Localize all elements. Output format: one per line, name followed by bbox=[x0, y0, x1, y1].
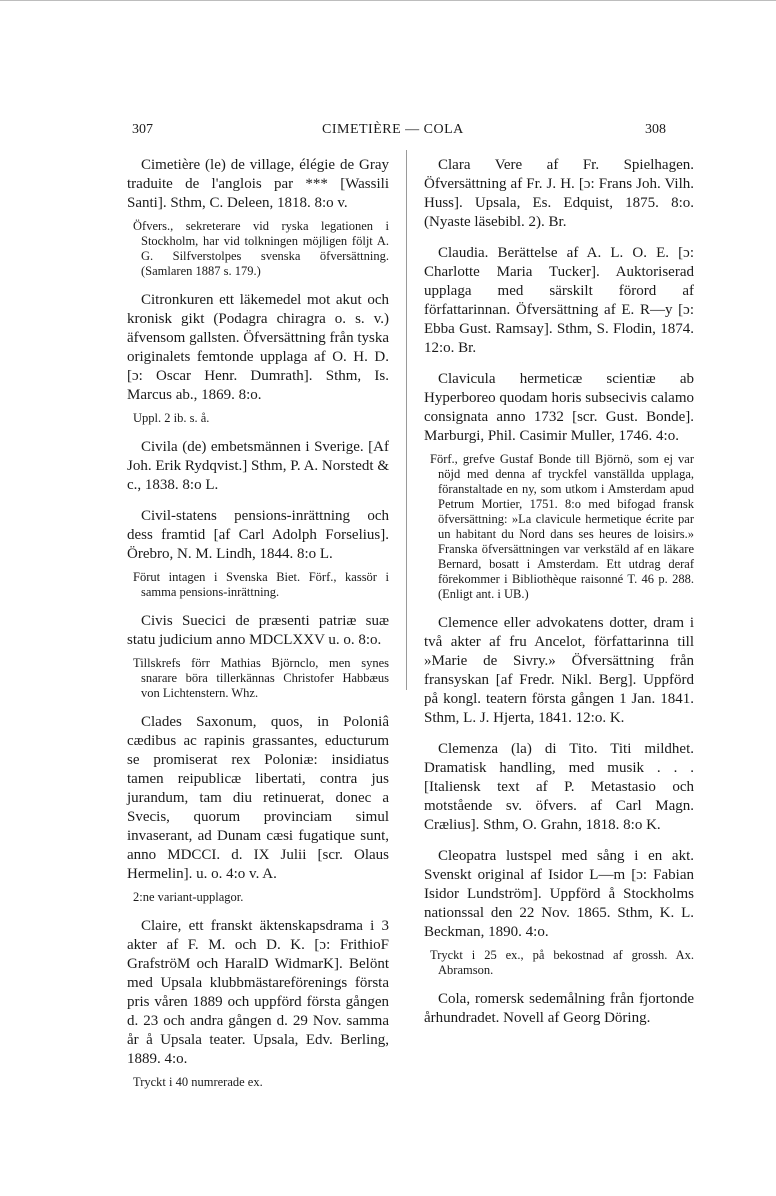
annotation-note: Förut intagen i Svenska Biet. Förf., kassör i samma pensions-inrättning. bbox=[133, 570, 389, 599]
bibliography-entry: Civila (de) embetsmännen i Sverige. [Af Joh. Erik Rydqvist.] Sthm, P. A. Norstedt & c., 1838. 8:o L. bbox=[127, 439, 389, 493]
column-divider bbox=[406, 150, 407, 690]
bibliography-entry: Cola, romersk sedemålning från fjortonde århundradet. Novell af Georg Döring. bbox=[424, 991, 694, 1026]
left-column bbox=[127, 156, 389, 1102]
right-page-number: 308 bbox=[645, 122, 666, 137]
bibliography-entry: Civis Suecici de præsenti patriæ suæ statu judicium anno MDCLXXV u. o. 8:o. bbox=[127, 613, 389, 648]
bibliography-entry: Clara Vere af Fr. Spielhagen. Öfversättning af Fr. J. H. [ɔ: Frans Joh. Vilh. Huss]. Upsala, Es. Edquist, 1875. 8:o. (Nyaste läsebibl. 2). Br. bbox=[424, 157, 694, 230]
annotation-note: Tillskrefs förr Mathias Björnclo, men synes snarare böra tillerkännas Christofer Habbæus von Lichtenstern. Whz. bbox=[133, 656, 389, 700]
page-header bbox=[0, 122, 776, 142]
annotation-note: Tryckt i 25 ex., på bekostnad af grossh. Ax. Abramson. bbox=[430, 948, 694, 977]
bibliography-entry: Clades Saxonum, quos, in Poloniâ cædibus ac rapinis grassantes, educturum se promiserat rex Poloniæ: insidiatus tamen reipublicæ libertati, contra jus jurandum, tam diu retinuerat, donec a Svecis, quorum provinciam simul invaserant, ad Dunam cæsi fugatique sunt, anno MDCCI. d. IX Julii [scr. Olaus Hermelin]. u. o. 4:o v. A. bbox=[127, 714, 389, 882]
annotation-note: Förf., grefve Gustaf Bonde till Björnö, som ej var nöjd med denna af tryckfel vanställda upplaga, föranstaltade en ny, som utkom i Amsterdam apud Petrum Mortier, 1751. 8:o med bifogad fransk öfversättning: »La clavicule hermetique écrite par un habitant du Nord dans ses heures de loisirs.» Franska öfversättningen var verkstäld af en läkare Bernard, bosatt i Amsterdam. Ett utdrag deraf förekommer i Bibliothèque raisonné T. 46 p. 288. (Enligt ant. i UB.) bbox=[430, 452, 694, 601]
bibliography-entry: Civil-statens pensions-inrättning och dess framtid [af Carl Adolph Forselius]. Örebro, N. M. Lindh, 1844. 8:o L. bbox=[127, 508, 389, 562]
bibliography-entry: Cleopatra lustspel med sång i en akt. Svenskt original af Isidor L—m [ɔ: Fabian Isidor Lundström]. Uppförd å Stockholms nationssal den 22 Nov. 1865. Sthm, K. L. Beckman, 1890. 4:o. bbox=[424, 848, 694, 940]
bibliography-entry: Clemenza (la) di Tito. Titi mildhet. Dramatisk handling, med musik . . . [Italiensk text af P. Metastasio och motstående sv. öfvers. af Carl Magn. Crælius]. Sthm, O. Grahn, 1818. 8:o K. bbox=[424, 741, 694, 833]
annotation-note: Tryckt i 40 numrerade ex. bbox=[133, 1075, 263, 1089]
annotation-note: 2:ne variant-upplagor. bbox=[133, 890, 244, 904]
annotation-note: Öfvers., sekreterare vid ryska legationen i Stockholm, har vid tolkningen möjligen följt A. G. Silfverstolpes svenska öfversättning. (Samlaren 1887 s. 179.) bbox=[133, 219, 389, 278]
bibliography-entry: Clavicula hermeticæ scientiæ ab Hyperboreo quodam horis subsecivis calamo consignata anno 1732 [scr. Gust. Bonde]. Marburgi, Phil. Casimir Muller, 1746. 4:o. bbox=[424, 371, 694, 444]
running-head: CIMETIÈRE — COLA bbox=[322, 122, 464, 137]
bibliography-entry: Citronkuren ett läkemedel mot akut och kronisk gikt (Podagra chiragra o. s. v.) äfvensom gallsten. Öfversättning från tyska originalets femtonde upplaga af O. H. D. [ɔ: Oscar Henr. Dumrath]. Sthm, Is. Marcus ab., 1869. 8:o. bbox=[127, 292, 390, 403]
bibliography-entry: Claudia. Berättelse af A. L. O. E. [ɔ: Charlotte Maria Tucker]. Auktoriserad upplaga med särskilt förord af författarinnan. Öfversättning af E. R—y [ɔ: Ebba Gust. Ramsay]. Sthm, S. Flodin, 1874. 12:o. Br. bbox=[424, 245, 694, 356]
bibliography-entry: Clemence eller advokatens dotter, dram i två akter af fru Ancelot, författarinna till »Marie de Sivry.» Öfversättning från fransyskan [af Fredr. Nikl. Berg]. Uppförd på kongl. teatern första gången 1 Jan. 1841. Sthm, L. J. Hjerta, 1841. 12:o. K. bbox=[424, 615, 694, 726]
annotation-note: Uppl. 2 ib. s. å. bbox=[133, 411, 210, 425]
right-column bbox=[424, 156, 694, 1040]
left-page-number: 307 bbox=[132, 122, 153, 137]
top-edge-line bbox=[0, 0, 776, 1]
bibliography-entry: Claire, ett franskt äktenskapsdrama i 3 akter af F. M. och D. K. [ɔ: FrithioF GrafströM och HaralD WidmarK]. Belönt med Upsala klubbmästareförenings första pris våren 1889 och uppförd första gången d. 23 och andra gången d. 29 Nov. samma år å Upsala teater. Upsala, Edv. Berling, 1889. 4:o. bbox=[127, 918, 389, 1067]
bibliography-entry: Cimetière (le) de village, élégie de Gray traduite de l'anglois par *** [Wassili Santi]. Sthm, C. Deleen, 1818. 8:o v. bbox=[127, 157, 389, 211]
